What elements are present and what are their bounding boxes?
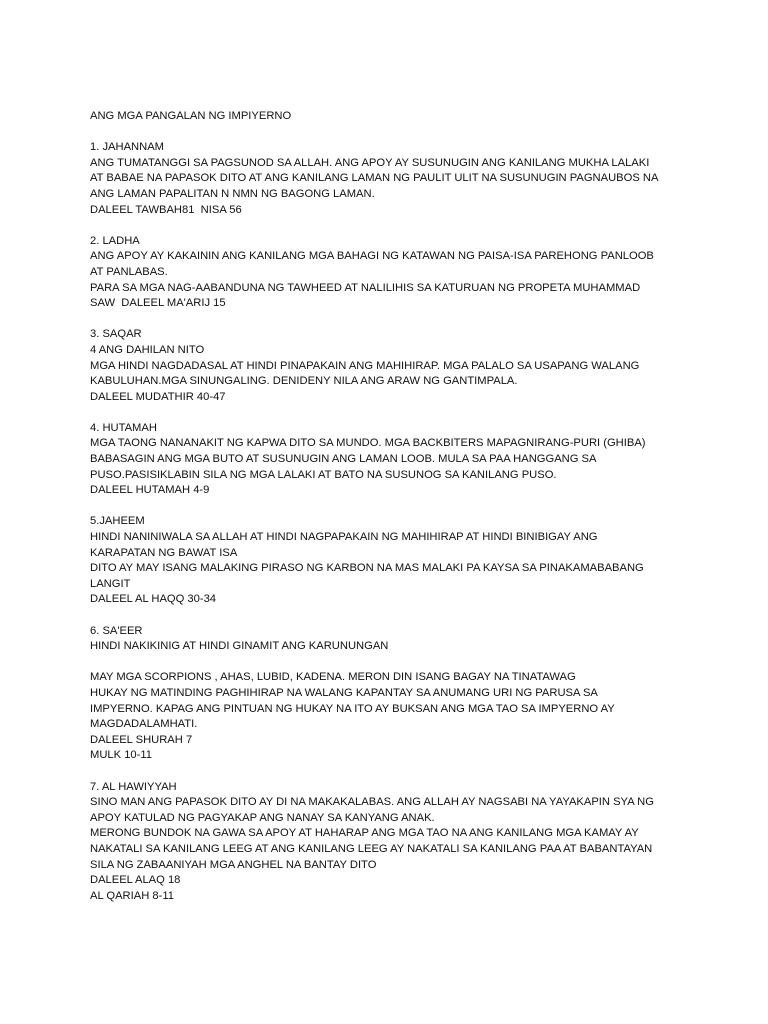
reference-line: DALEEL HUTAMAH 4-9: [90, 484, 210, 497]
body-line: PARA SA MGA NAG-AABANDUNA NG TAWHEED AT NALILIHIS SA KATURUAN NG PROPETA MUHAMMAD: [90, 281, 641, 294]
body-line: BABASAGIN ANG MGA BUTO AT SUSUNUGIN ANG LAMAN LOOB. MULA SA PAA HANGGANG SA: [90, 453, 597, 466]
body-line: MAY MGA SCORPIONS , AHAS, LUBID, KADENA. MERON DIN ISANG BAGAY NA TINATAWAG: [90, 671, 576, 684]
body-line: AT PANLABAS.: [90, 265, 168, 278]
spacer: [90, 655, 690, 671]
body-line: IMPYERNO. KAPAG ANG PINTUAN NG HUKAY NA ITO AY BUKSAN ANG MGA TAO SA IMPYERNO AY: [90, 702, 615, 715]
body-line: SILA NG ZABAANIYAH MGA ANGHEL NA BANTAY DITO: [90, 858, 377, 871]
body-line: NAKATALI SA KANILANG LEEG AT ANG KANILANG LEEG AY NAKATALI SA KANILANG PAA AT BABANTAYAN: [90, 842, 653, 855]
reference-line: DALEEL MUDATHIR 40-47: [90, 390, 226, 403]
spacer: [90, 125, 690, 141]
document-page: [90, 109, 690, 904]
section-al-hawiyyah: [90, 780, 690, 905]
body-line: HINDI NANINIWALA SA ALLAH AT HINDI NAGPAPAKAIN NG MAHIHIRAP AT HINDI BINIBIGAY ANG: [90, 531, 598, 544]
section-saeer: [90, 624, 690, 764]
spacer: [90, 312, 690, 328]
body-line: KARAPATAN NG BAWAT ISA: [90, 546, 238, 559]
body-line: SINO MAN ANG PAPASOK DITO AY DI NA MAKAKALABAS. ANG ALLAH AY NAGSABI NA YAYAKAPIN SYA NG: [90, 796, 654, 809]
spacer: [90, 218, 690, 234]
body-line: MERONG BUNDOK NA GAWA SA APOY AT HAHARAP ANG MGA TAO NA ANG KANILANG MGA KAMAY AY: [90, 827, 639, 840]
spacer: [90, 499, 690, 515]
section-jaheem: [90, 514, 690, 608]
section-heading: 3. SAQAR: [90, 328, 142, 341]
reference-line: DALEEL AL HAQQ 30-34: [90, 593, 217, 606]
reference-line: SAW DALEEL MA'ARIJ 15: [90, 297, 226, 310]
reference-line: DALEEL ALAQ 18: [90, 874, 181, 887]
body-line: ANG APOY AY KAKAININ ANG KANILANG MGA BAHAGI NG KATAWAN NG PAISA-ISA PAREHONG PANLOOB: [90, 250, 654, 263]
body-line: MGA TAONG NANANAKIT NG KAPWA DITO SA MUNDO. MGA BACKBITERS MAPAGNIRANG-PURI (GHIBA): [90, 437, 646, 450]
body-line: PUSO.PASISIKLABIN SILA NG MGA LALAKI AT BATO NA SUSUNOG SA KANILANG PUSO.: [90, 468, 557, 481]
body-line: 4 ANG DAHILAN NITO: [90, 343, 205, 356]
body-line: APOY KATULAD NG PAGYAKAP ANG NANAY SA KANYANG ANAK.: [90, 811, 435, 824]
section-ladha: [90, 234, 690, 312]
body-line: DITO AY MAY ISANG MALAKING PIRASO NG KARBON NA MAS MALAKI PA KAYSA SA PINAKAMABABANG: [90, 562, 644, 575]
spacer: [90, 764, 690, 780]
body-line: ANG TUMATANGGI SA PAGSUNOD SA ALLAH. ANG APOY AY SUSUNUGIN ANG KANILANG MUKHA LALAKI: [90, 156, 650, 169]
body-line: AT BABAE NA PAPASOK DITO AT ANG KANILANG LAMAN NG PAULIT ULIT NA SUSUNUGIN PAGNAUBOS NA: [90, 172, 659, 185]
body-line: KABULUHAN.MGA SINUNGALING. DENIDENY NILA ANG ARAW NG GANTIMPALA.: [90, 375, 518, 388]
reference-line: DALEEL SHURAH 7: [90, 733, 193, 746]
section-heading: 5.JAHEEM: [90, 515, 145, 528]
reference-line: MULK 10-11: [90, 749, 152, 762]
section-heading: 1. JAHANNAM: [90, 141, 164, 154]
spacer: [90, 608, 690, 624]
body-line: ANG LAMAN PAPALITAN N NMN NG BAGONG LAMAN.: [90, 187, 375, 200]
body-line: LANGIT: [90, 577, 131, 590]
reference-line: AL QARIAH 8-11: [90, 889, 174, 902]
document-title: ANG MGA PANGALAN NG IMPIYERNO: [90, 110, 292, 122]
section-heading: 7. AL HAWIYYAH: [90, 780, 177, 793]
spacer: [90, 405, 690, 421]
body-line: MGA HINDI NAGDADASAL AT HINDI PINAPAKAIN ANG MAHIHIRAP. MGA PALALO SA USAPANG WALANG: [90, 359, 640, 372]
body-line: HUKAY NG MATINDING PAGHIHIRAP NA WALANG KAPANTAY SA ANUMANG URI NG PARUSA SA: [90, 686, 598, 699]
section-heading: 6. SA'EER: [90, 624, 143, 637]
section-heading: 2. LADHA: [90, 234, 140, 247]
reference-line: DALEEL TAWBAH81 NISA 56: [90, 203, 242, 216]
section-jahannam: [90, 140, 690, 218]
section-hutamah: [90, 421, 690, 499]
section-heading: 4. HUTAMAH: [90, 421, 157, 434]
body-line: HINDI NAKIKINIG AT HINDI GINAMIT ANG KARUNUNGAN: [90, 640, 389, 653]
section-saqar: [90, 327, 690, 405]
body-line: MAGDADALAMHATI.: [90, 718, 198, 731]
